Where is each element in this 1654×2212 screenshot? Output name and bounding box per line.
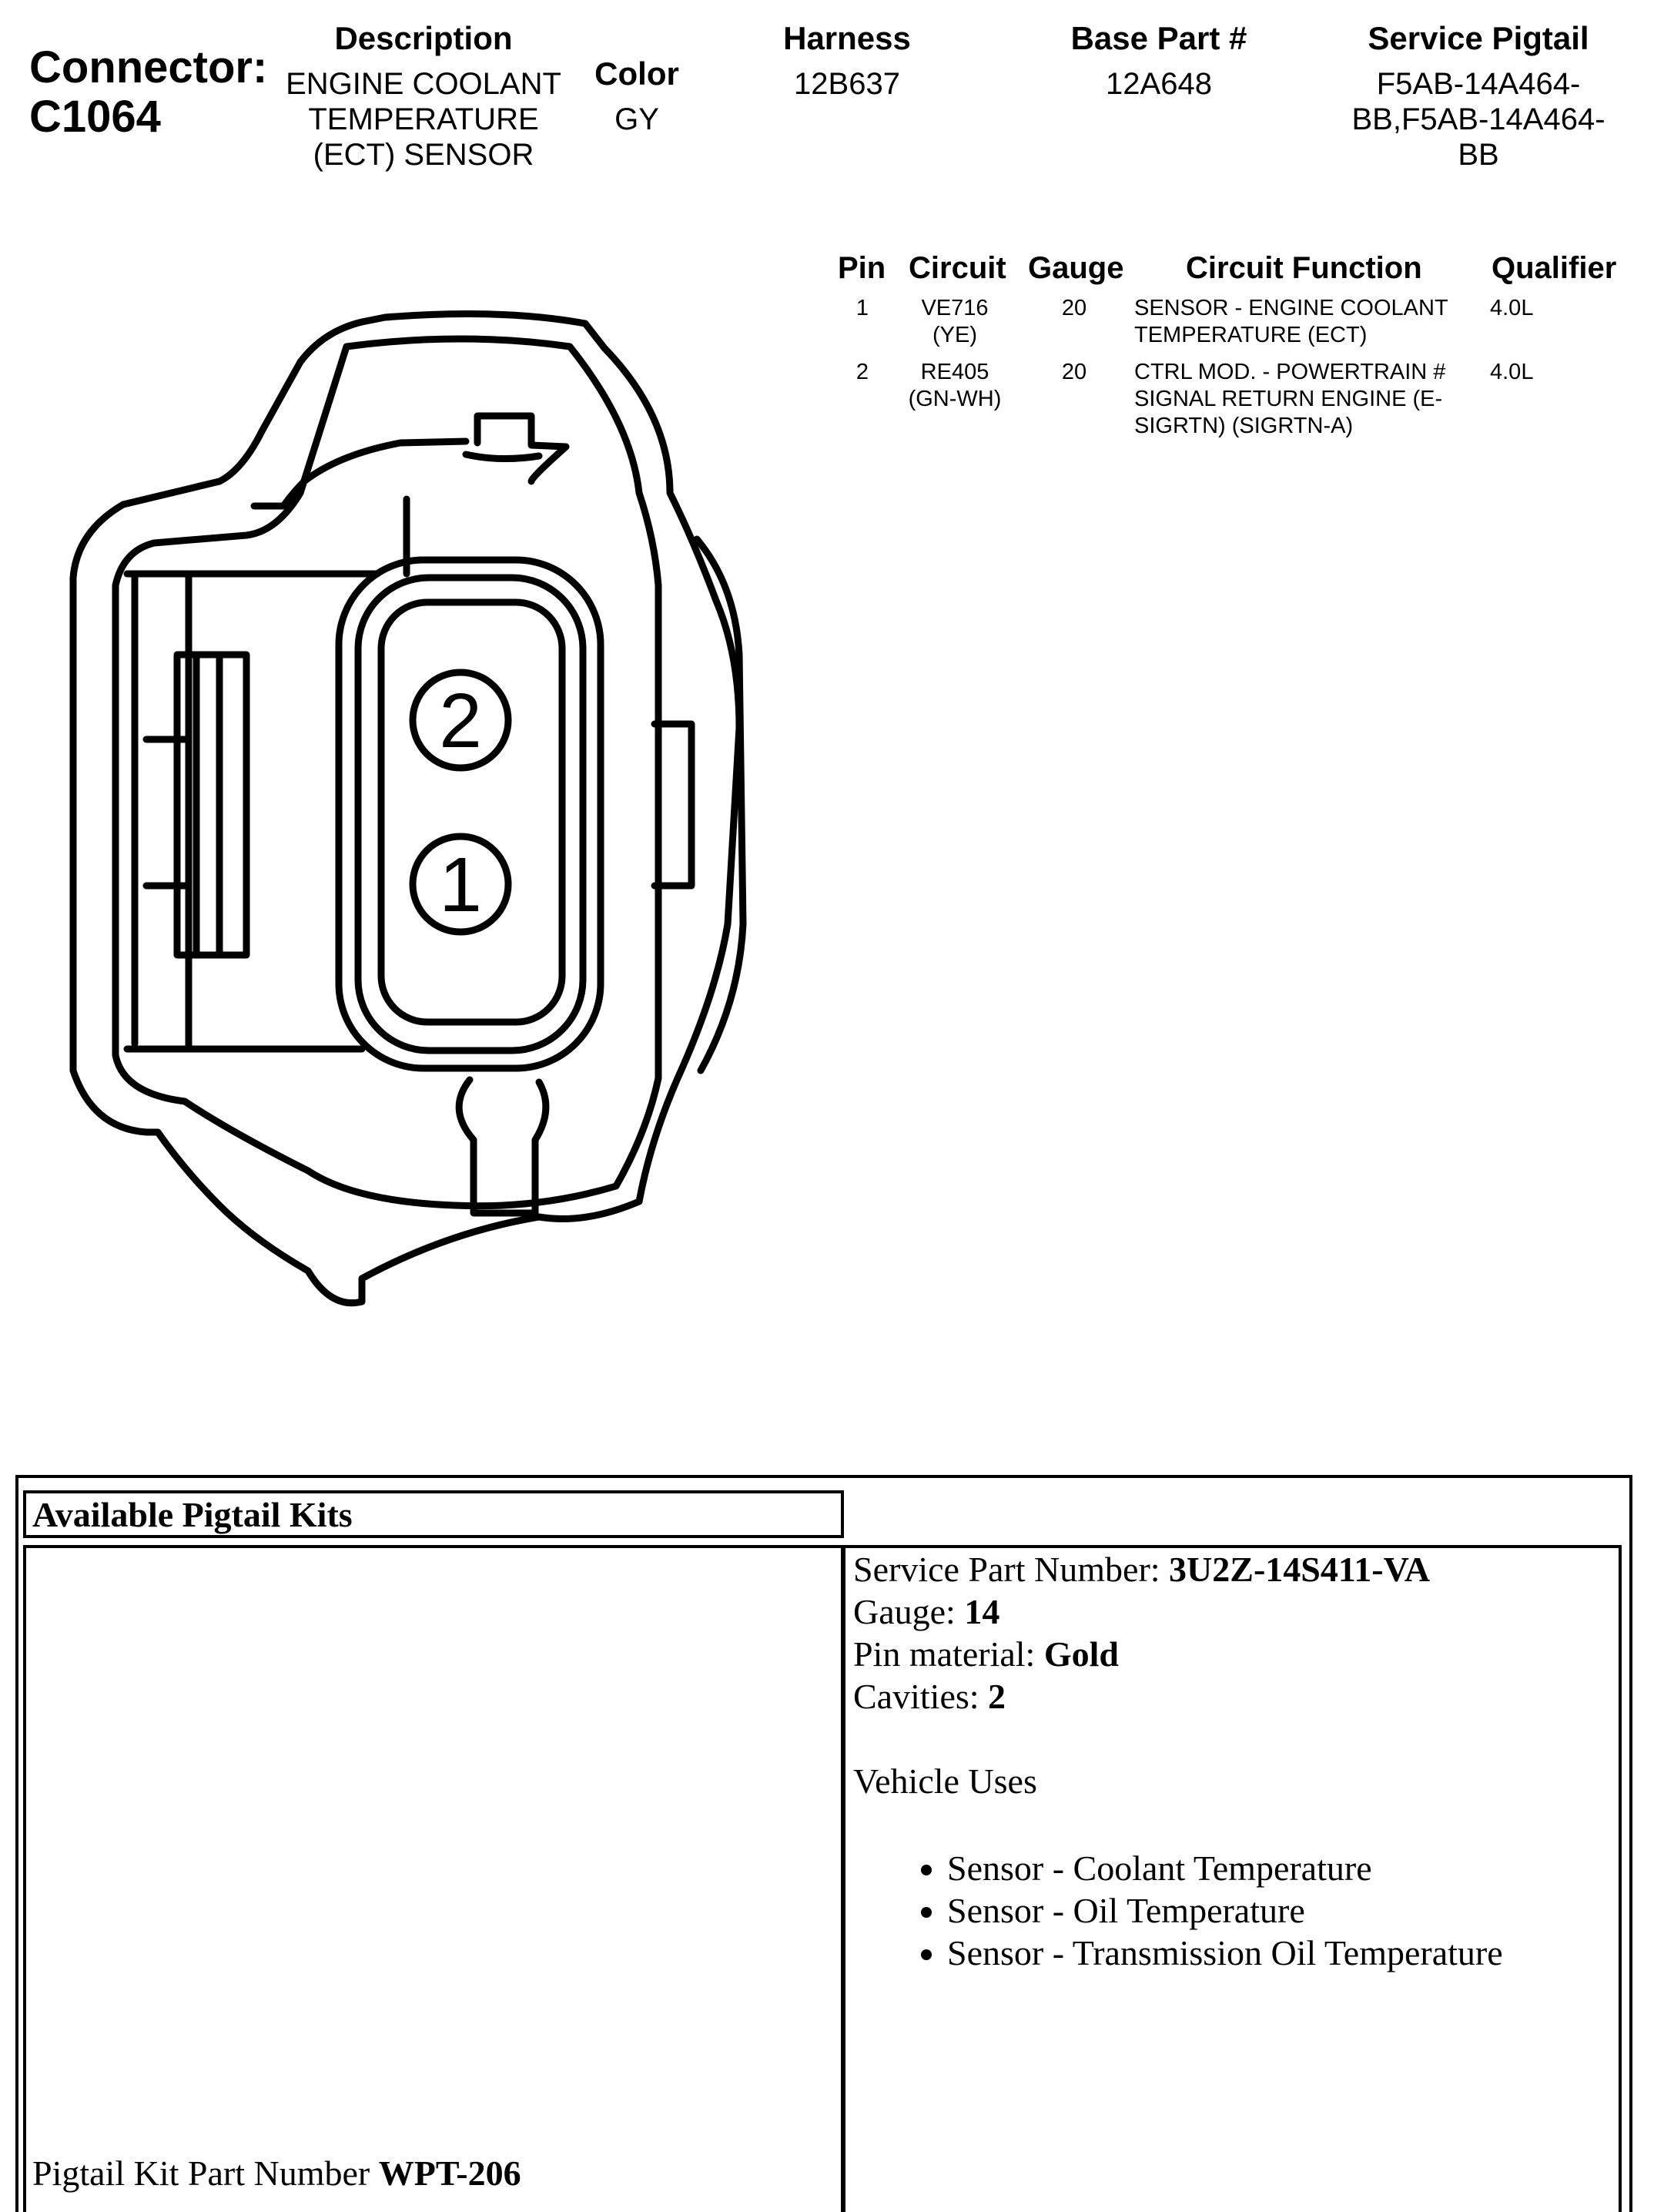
base-part-header: Base Part # xyxy=(1070,20,1247,56)
qualifier-cell: 4.0L xyxy=(1490,296,1534,320)
connector-id: C1064 xyxy=(29,92,161,142)
qualifier-col-header: Qualifier xyxy=(1492,251,1617,285)
gauge-cell: 20 xyxy=(1061,360,1087,384)
gauge-line: Gauge: 14 xyxy=(853,1592,1000,1631)
cavity-inner xyxy=(381,602,562,1022)
gauge-col-header: Gauge xyxy=(1028,251,1124,285)
connector-label: Connector: xyxy=(29,42,268,92)
pin-col-header: Pin xyxy=(838,251,886,285)
pin-material-line: Pin material: Gold xyxy=(853,1634,1119,1674)
pin-2-marker xyxy=(413,672,508,768)
list-item: • Sensor - Oil Temperature xyxy=(947,1889,1619,1932)
list-item: • Sensor - Transmission Oil Temperature xyxy=(947,1932,1619,1974)
pin-1-label: 1 xyxy=(439,842,482,928)
function-cell: CTRL MOD. - POWERTRAIN # SIGNAL RETURN ENGINE (E- SIGRTN) (SIGRTN-A) xyxy=(1134,360,1446,438)
cavities-line: Cavities: 2 xyxy=(853,1677,1006,1716)
color-header: Color xyxy=(594,55,679,92)
vehicle-uses-heading: Vehicle Uses xyxy=(853,1761,1037,1801)
base-part-value: 12A648 xyxy=(1106,67,1212,101)
gauge-cell: 20 xyxy=(1061,296,1087,320)
cavity-mid xyxy=(358,578,583,1051)
color-value: GY xyxy=(614,102,659,136)
pigtail-section-title: Available Pigtail Kits xyxy=(32,1495,353,1534)
service-part-line: Service Part Number: 3U2Z-14S411-VA xyxy=(853,1550,1431,1589)
function-cell: SENSOR - ENGINE COOLANT TEMPERATURE (ECT) xyxy=(1134,296,1448,347)
housing-outline xyxy=(73,314,739,1303)
vehicle-uses-list xyxy=(853,1847,1619,1974)
harness-header: Harness xyxy=(783,20,911,56)
pin-number: 2 xyxy=(855,360,869,384)
description-value: ENGINE COOLANT TEMPERATURE (ECT) SENSOR xyxy=(286,67,561,172)
pigtail-kit-part: Pigtail Kit Part Number WPT-206 xyxy=(32,2153,521,2193)
service-pigtail-header: Service Pigtail xyxy=(1368,20,1589,56)
harness-value: 12B637 xyxy=(794,67,900,101)
list-item: • Sensor - Coolant Temperature xyxy=(947,1847,1619,1889)
service-pigtail-value: F5AB-14A464- BB,F5AB-14A464- BB xyxy=(1351,67,1605,172)
pin-1-marker xyxy=(413,836,508,932)
circuit-cell: RE405 (GN-WH) xyxy=(908,360,1002,411)
bottom-key xyxy=(459,1080,546,1213)
circuit-cell: VE716 (YE) xyxy=(921,296,989,347)
pigtail-details-cell xyxy=(842,1545,1622,2212)
pigtail-title-cell xyxy=(23,1490,844,1538)
pigtail-image-cell xyxy=(23,1545,844,2212)
connector-face-diagram xyxy=(0,293,832,1332)
pin-2-label: 2 xyxy=(439,678,482,764)
description-header: Description xyxy=(334,20,513,56)
pin-number: 1 xyxy=(855,296,869,320)
top-key xyxy=(477,416,566,481)
qualifier-cell: 4.0L xyxy=(1490,360,1534,384)
function-col-header: Circuit Function xyxy=(1186,251,1422,285)
circuit-col-header: Circuit xyxy=(909,251,1006,285)
